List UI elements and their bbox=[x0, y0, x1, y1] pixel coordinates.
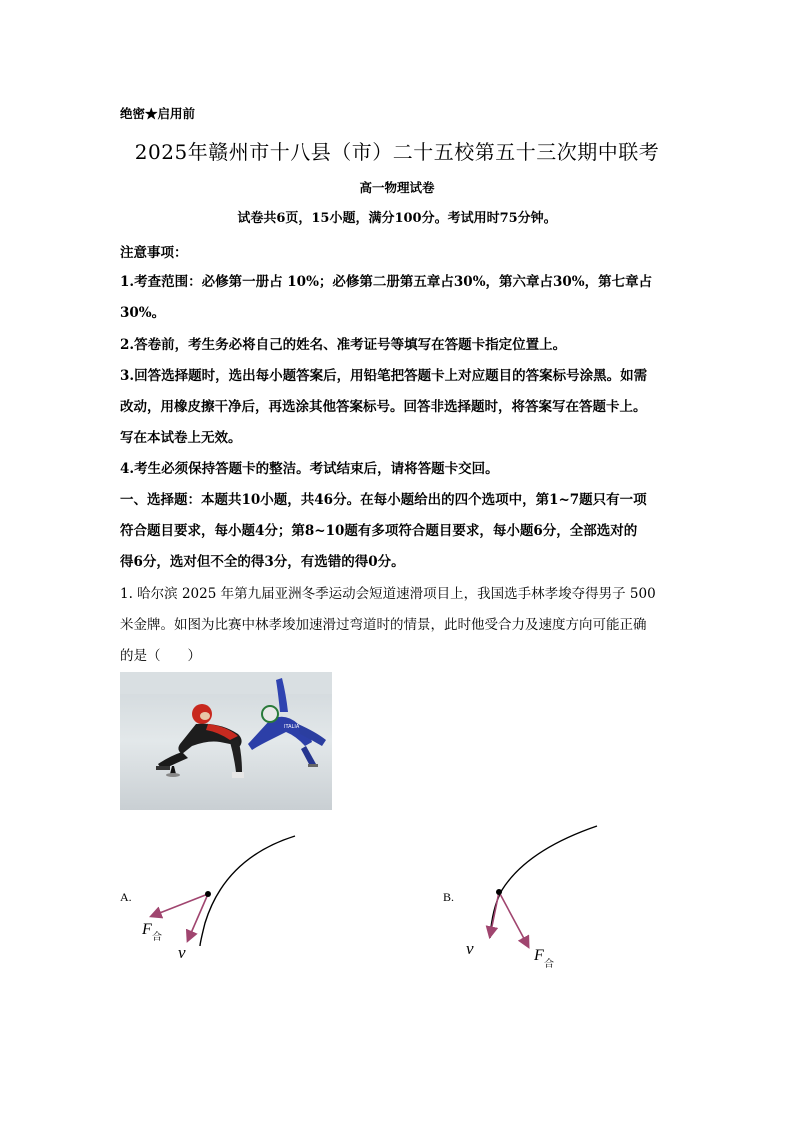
note-line: 写在本试卷上无效。 bbox=[120, 430, 242, 446]
skating-photo-illustration bbox=[120, 672, 332, 810]
option-b-diagram bbox=[452, 820, 632, 970]
question-line: 米金牌。如图为比赛中林孝埈加速滑过弯道时的情景，此时他受合力及速度方向可能正确 bbox=[120, 617, 647, 633]
question-line: 的是（ ） bbox=[120, 648, 201, 664]
marker-shadow bbox=[166, 773, 180, 777]
force-arrow bbox=[499, 892, 528, 946]
velocity-label: v bbox=[466, 939, 474, 958]
option-a-diagram bbox=[130, 828, 310, 968]
force-label: F bbox=[534, 947, 544, 964]
option-b-label: B. bbox=[443, 890, 455, 904]
skater-point bbox=[205, 891, 211, 897]
question-line: 1. 哈尔滨 2025 年第九届亚洲冬季运动会短道速滑项目上，我国选手林孝埈夺得男子 500 bbox=[120, 586, 656, 602]
velocity-arrow bbox=[490, 892, 499, 936]
note-line: 3.回答选择题时，选出每小题答案后，用铅笔把答题卡上对应题目的答案标号涂黑。如需 bbox=[120, 368, 648, 384]
note-line: 1.考查范围：必修第一册占 10%；必修第二册第五章占30%，第六章占30%，第七章占 bbox=[120, 274, 653, 290]
velocity-label: v bbox=[178, 943, 186, 962]
note-line: 30%。 bbox=[120, 305, 166, 321]
rink-wall bbox=[120, 672, 332, 694]
note-line: 2.答卷前，考生务必将自己的姓名、准考证号等填写在答题卡指定位置上。 bbox=[120, 337, 567, 353]
trajectory-curve bbox=[490, 826, 597, 938]
confidential-label: 绝密★启用前 bbox=[120, 106, 196, 121]
note-line: 4.考生必须保持答题卡的整洁。考试结束后，请将答题卡交回。 bbox=[120, 461, 499, 477]
trajectory-curve bbox=[200, 836, 295, 946]
section-line: 一、选择题：本题共10小题，共46分。在每小题给出的四个选项中，第1~7题只有一项 bbox=[120, 492, 647, 508]
force-label: F bbox=[142, 921, 152, 938]
force-subscript: 合 bbox=[544, 959, 554, 970]
section-line: 符合题目要求，每小题4分；第8~10题有多项符合题目要求，每小题6分，全部选对的 bbox=[120, 523, 638, 539]
option-a-label: A. bbox=[120, 890, 132, 904]
section-line: 得6分，选对但不全的得3分，有选错的得0分。 bbox=[120, 554, 405, 570]
exam-subtitle: 高一物理试卷 bbox=[359, 180, 435, 195]
skater-point bbox=[496, 889, 502, 895]
exam-title: 2025年赣州市十八县（市）二十五校第五十三次期中联考 bbox=[134, 140, 660, 164]
notes-heading: 注意事项： bbox=[120, 245, 188, 261]
exam-info: 试卷共6页，15小题，满分100分。考试用时75分钟。 bbox=[237, 211, 557, 226]
jersey-text: ITALIA bbox=[284, 724, 300, 730]
force-subscript: 合 bbox=[152, 932, 162, 943]
skating-photo bbox=[120, 672, 332, 810]
note-line: 改动，用橡皮擦干净后，再选涂其他答案标号。回答非选择题时，将答案写在答题卡上。 bbox=[120, 399, 647, 415]
